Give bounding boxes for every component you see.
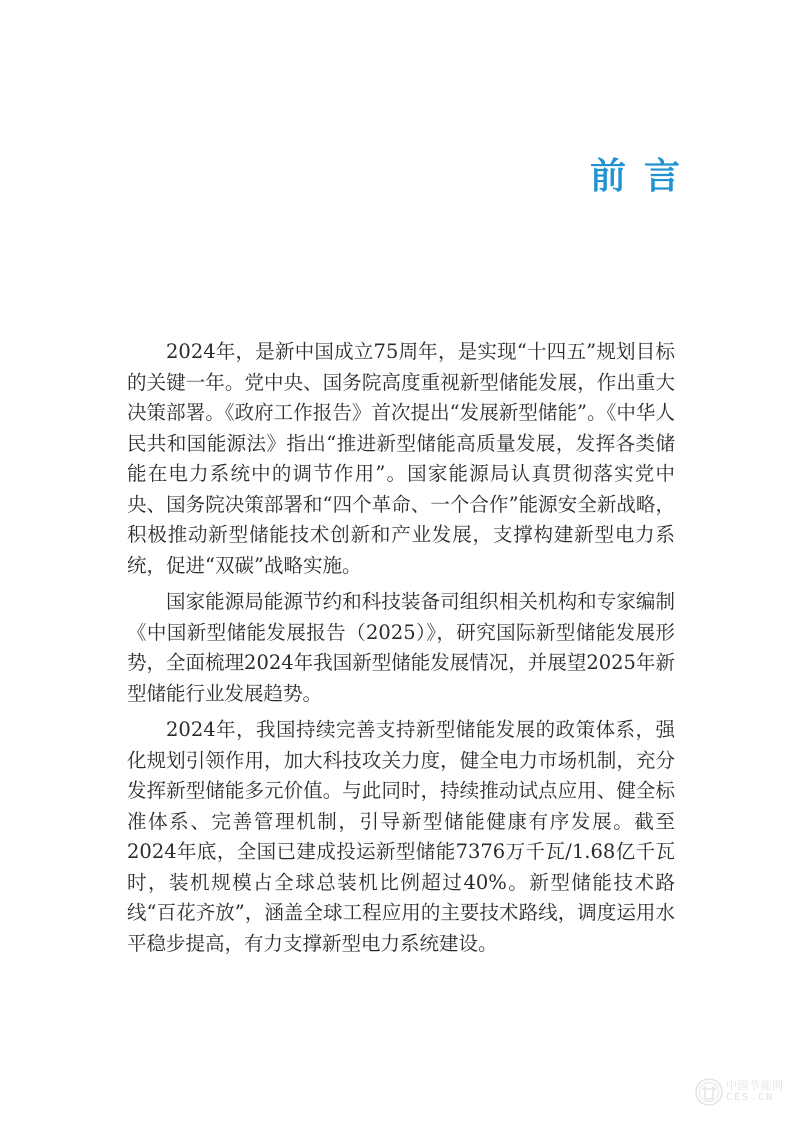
paragraph-1: 2024年，是新中国成立75周年，是实现“十四五”规划目标的关键一年。党中央、国务院高度重视新型储能发展，作出重大决策部署。《政府工作报告》首次提出“发展新型储能”。《中华人民共和国能源法》指出“推进新型储能高质量发展，发挥各类储能在电力系统中的调节作用”。国家能源局认真贯彻落实党中央、国务院决策部署和“四个革命、一个合作”能源安全新战略，积极推动新型储能技术创新和产业发展，支撑构建新型电力系统，促进“双碳”战略实施。: [127, 340, 675, 577]
paragraph-2: 国家能源局能源节约和科技装备司组织相关机构和专家编制《中国新型储能发展报告（2025）》，研究国际新型储能发展形势，全面梳理2024年我国新型储能发展情况，并展望2025年新型储能行业发展趋势。: [127, 590, 675, 705]
watermark: [694, 1075, 786, 1109]
watermark-cn: 中国节能网: [726, 1079, 784, 1092]
preface-body: [127, 337, 675, 959]
paragraph-3: 2024年，我国持续完善支持新型储能发展的政策体系，强化规划引领作用，加大科技攻关力度，健全电力市场机制，充分发挥新型储能多元价值。与此同时，持续推动试点应用、健全标准体系、完善管理机制，引导新型储能健康有序发展。截至2024年底，全国已建成投运新型储能7376万千瓦/1.68亿千瓦时，装机规模占全球总装机比例超过40%。新型储能技术路线“百花齐放”，涵盖全球工程应用的主要技术路线，调度运用水平稳步提高，有力支撑新型电力系统建设。: [127, 718, 675, 955]
ces-logo-icon: [694, 1077, 724, 1107]
page-title: 前言: [589, 156, 698, 197]
watermark-en: CES.CN: [726, 1092, 775, 1103]
